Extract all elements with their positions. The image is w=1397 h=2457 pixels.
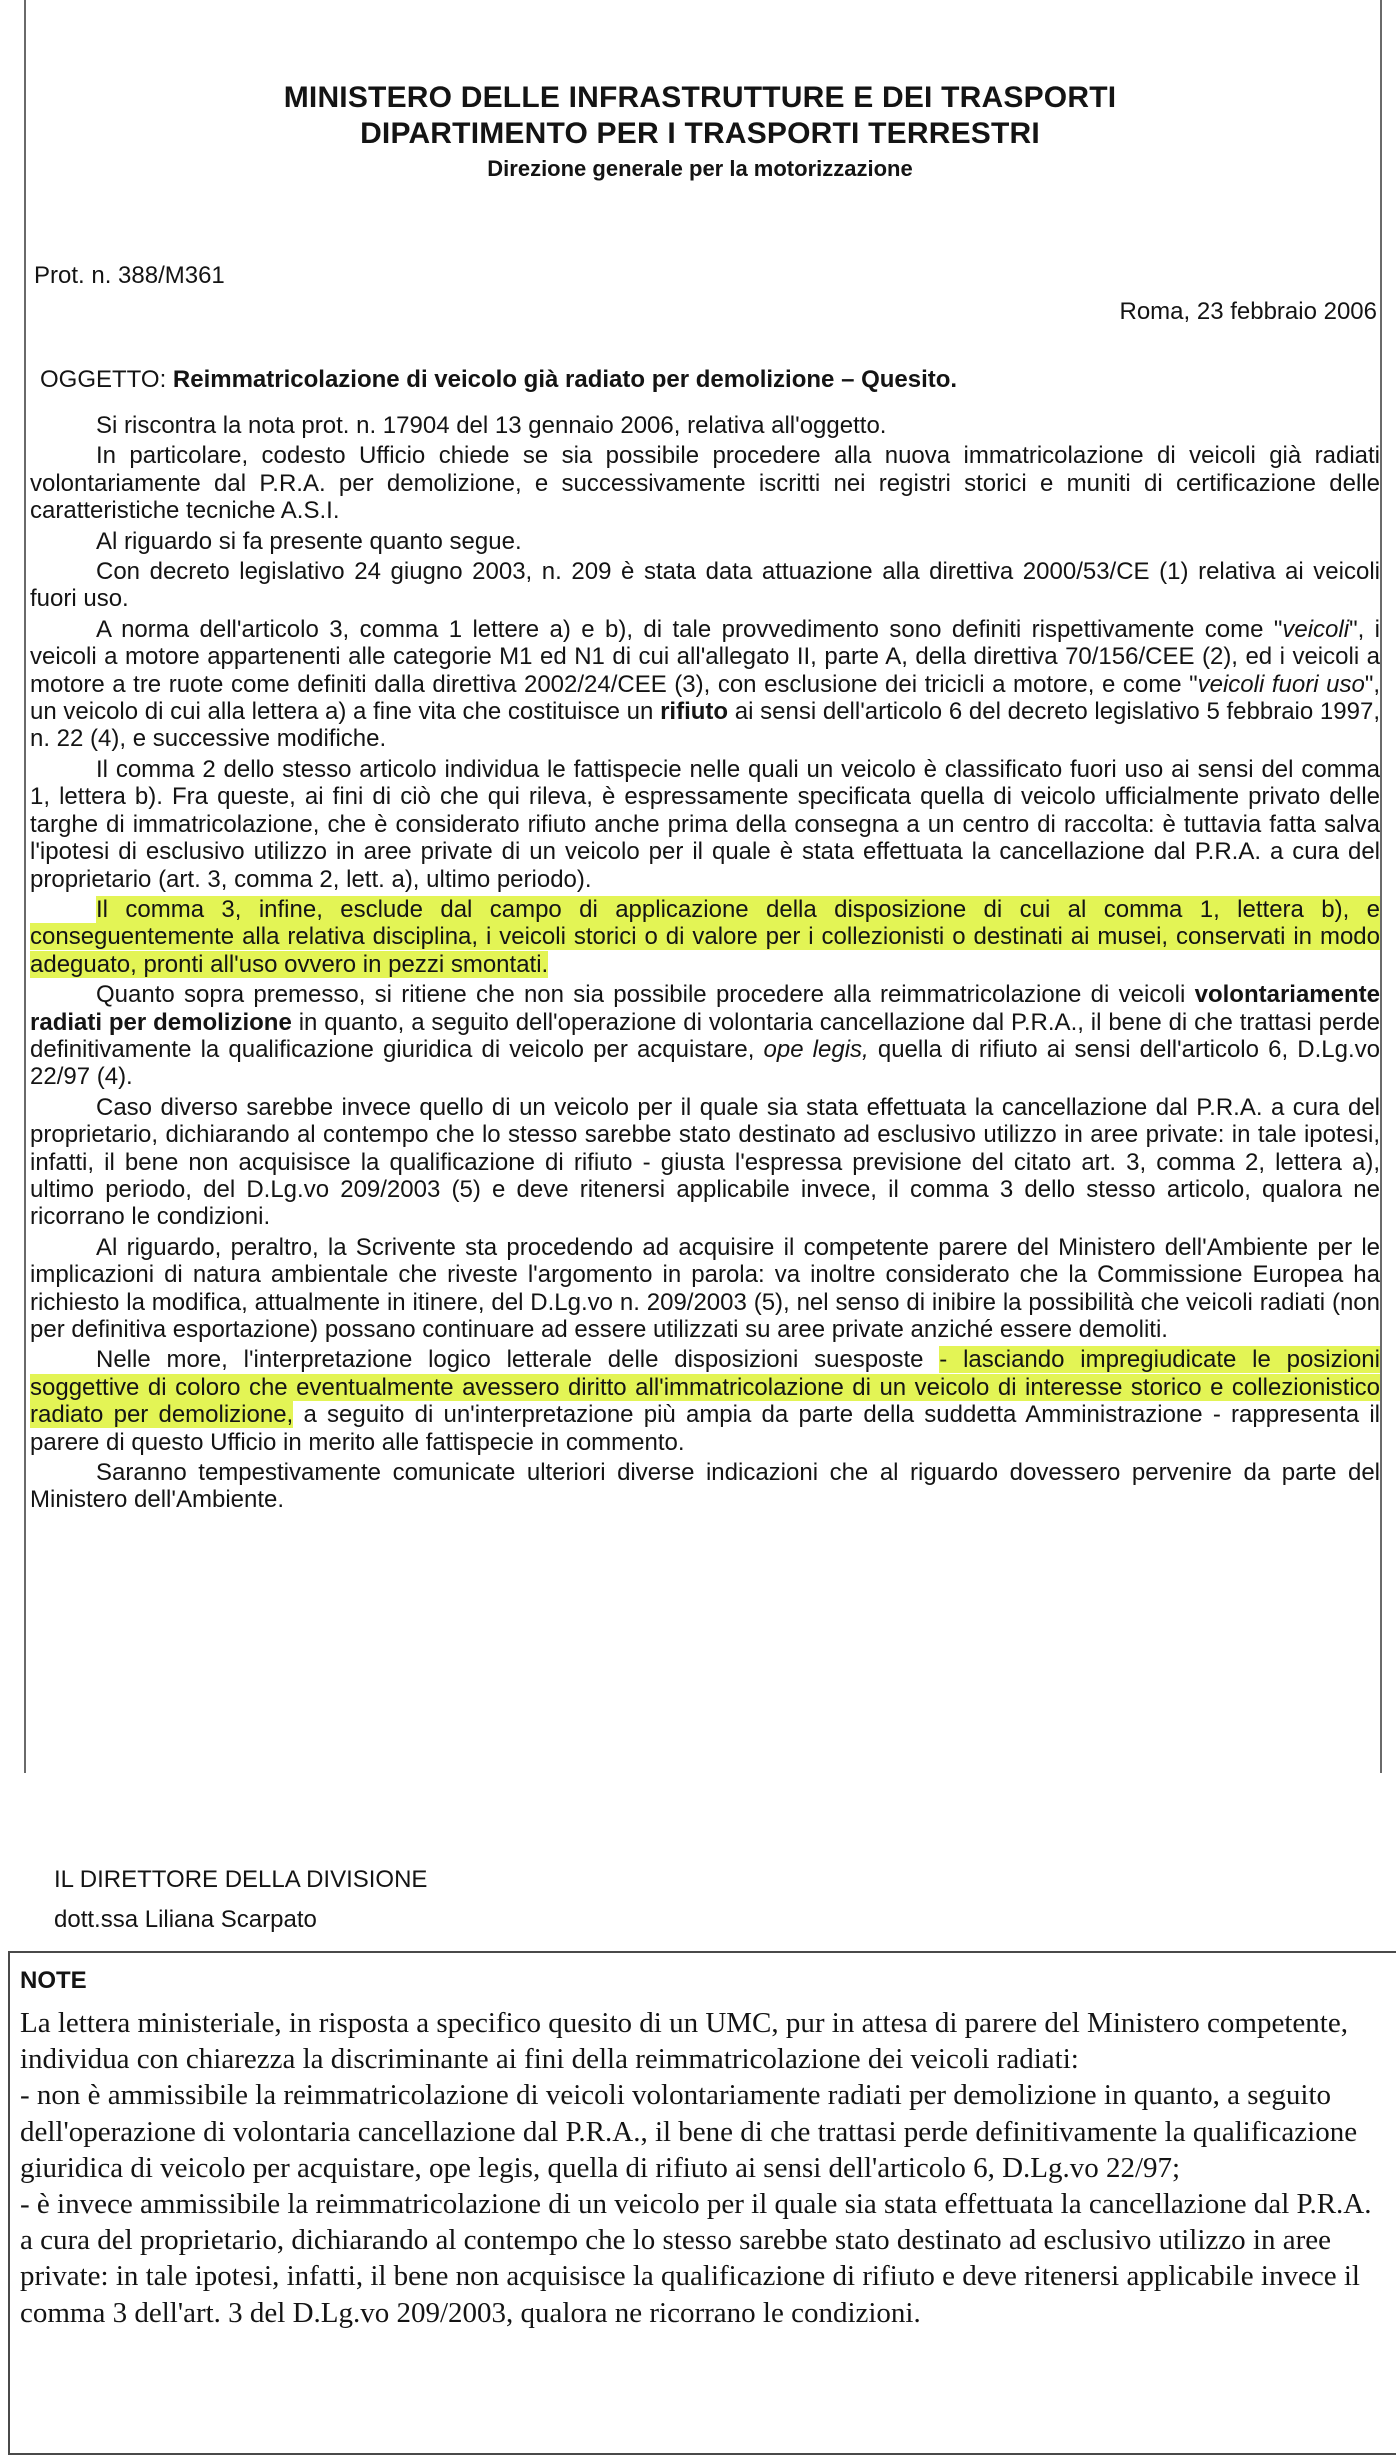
italic-term: veicoli fuori uso	[1197, 670, 1365, 698]
highlighted-text: - lasciando impregiudicate le posizioni soggettive di coloro che eventualmente avessero diritto all'immatricolazione di un veicolo di interesse storico e collezionistico radiato per demolizione,	[30, 1346, 1380, 1429]
text-run: in quanto, a seguito dell'operazione di volontaria cancellazione dal P.R.A., il bene di che trattasi perde definitivamente la qualificazione giuridica di veicolo per acquistare,	[30, 1008, 1380, 1063]
notes-paragraph: La lettera ministeriale, in risposta a specifico quesito di un UMC, pur in attesa di parere del Ministero competente, individua con chiarezza la discriminante ai fini della reimmatricolazione dei veicoli radiati:	[20, 2007, 1348, 2076]
text-run: a seguito di un'interpretazione più ampia da parte della suddetta Amministrazione - rappresenta il parere di questo Ufficio in merito alle fattispecie in commento.	[30, 1401, 1380, 1456]
notes-paragraph: - non è ammissibile la reimmatricolazione di veicoli volontariamente radiati per demolizione in quanto, a seguito dell'operazione di volontaria cancellazione dal P.R.A., il bene di che trattasi perde definitivamente la qualificazione giuridica di veicolo per acquistare, ope legis, quella di rifiuto ai sensi dell'articolo 6, D.Lg.vo 22/97;	[20, 2079, 1358, 2184]
letterhead	[30, 80, 1370, 184]
paragraph	[30, 981, 1380, 1091]
text-run: Quanto sopra premesso, si ritiene che non sia possibile procedere alla reimmatricolazione di veicoli	[96, 981, 1195, 1009]
text-run: ", i veicoli a motore appartenenti alle categorie M1 ed N1 di cui all'allegato II, parte A, della direttiva 70/156/CEE (2), ed i veicoli a motore a tre ruote come definiti dalla direttiva 2002/24/CEE (3), con esclusione dei tricicli a motore, e come "	[30, 615, 1380, 698]
subject-label: OGGETTO:	[40, 366, 167, 393]
protocol-number: Prot. n. 388/M361	[34, 262, 225, 289]
paragraph	[30, 896, 1380, 978]
text-run: Nelle more, l'interpretazione logico letterale delle disposizioni suesposte	[96, 1346, 940, 1374]
direction-name: Direzione generale per la motorizzazione	[487, 156, 913, 181]
paragraph: Il comma 2 dello stesso articolo individua le fattispecie nelle quali un veicolo è classificato fuori uso ai sensi del comma 1, lettera b). Fra queste, ai fini di ciò che qui rileva, è espressamente specificata quella di veicolo ufficialmente privato delle targhe di immatricolazione, che è considerato rifiuto anche prima della consegna a un centro di raccolta: è tuttavia fatta salva l'ipotesi di esclusivo utilizzo in aree private di un veicolo per il quale è stata effettuata la cancellazione dal P.R.A. a cura del proprietario (art. 3, comma 2, lett. a), ultimo periodo).	[30, 755, 1380, 893]
notes-text	[20, 2005, 1380, 2331]
paragraph: Con decreto legislativo 24 giugno 2003, n. 209 è stata data attuazione alla direttiva 2000/53/CE (1) relativa ai veicoli fuori uso.	[30, 558, 1380, 613]
letter-date: Roma, 23 febbraio 2006	[1119, 298, 1377, 325]
text-run: quella di rifiuto ai sensi dell'articolo 6, D.Lg.vo 22/97 (4).	[30, 1035, 1380, 1091]
subject-line	[40, 366, 957, 394]
signature-title: IL DIRETTORE DELLA DIVISIONE	[54, 1866, 428, 1893]
paragraph	[30, 1346, 1380, 1456]
letter-body	[30, 412, 1380, 1517]
paragraph: Al riguardo si fa presente quanto segue.	[96, 527, 522, 555]
signature-name: dott.ssa Liliana Scarpato	[54, 1906, 317, 1933]
paragraph: Si riscontra la nota prot. n. 17904 del 13 gennaio 2006, relativa all'oggetto.	[96, 412, 887, 439]
paragraph: Al riguardo, peraltro, la Scrivente sta procedendo ad acquisire il competente parere del Ministero dell'Ambiente per le implicazioni di natura ambientale che riveste l'argomento in parola: va inoltre considerato che la Commissione Europea ha richiesto la modifica, attualmente in itinere, del D.Lg.vo n. 209/2003 (5), nel senso di inibire la possibilità che veicoli radiati (non per definitiva esportazione) possano continuare ad essere utilizzati su aree private anziché essere demoliti.	[30, 1233, 1380, 1343]
text-run: ", un veicolo di cui alla lettera a) a fine vita che costituisce un	[30, 670, 1380, 726]
text-run: ai sensi dell'articolo 6 del decreto legislativo 5 febbraio 1997, n. 22 (4), e successive modifiche.	[30, 698, 1380, 753]
paragraph	[30, 616, 1380, 753]
paragraph: Saranno tempestivamente comunicate ulteriori diverse indicazioni che al riguardo dovessero pervenire da parte del Ministero dell'Ambiente.	[30, 1459, 1380, 1514]
bold-term: rifiuto	[660, 698, 729, 726]
paragraph: In particolare, codesto Ufficio chiede se sia possibile procedere alla nuova immatricolazione di veicoli già radiati volontariamente dal P.R.A. per demolizione, e successivamente iscritti nei registri storici e muniti di certificazione delle caratteristiche tecniche A.S.I.	[30, 442, 1380, 525]
notes-paragraph: - è invece ammissibile la reimmatricolazione di un veicolo per il quale sia stata effettuata la cancellazione dal P.R.A. a cura del proprietario, dichiarando al contempo che lo stesso sarebbe stato destinato ad esclusivo utilizzo in aree private: in tale ipotesi, infatti, il bene non acquisisce la qualificazione di rifiuto e deve ritenersi applicabile invece il comma 3 dell'art. 3 del D.Lg.vo 209/2003, qualora ne ricorrano le condizioni.	[20, 2188, 1372, 2329]
bold-term: volontariamente radiati per demolizione	[30, 981, 1380, 1036]
paragraph: Caso diverso sarebbe invece quello di un veicolo per il quale sia stata effettuata la cancellazione dal P.R.A. a cura del proprietario, dichiarando al contempo che lo stesso sarebbe stato destinato ad esclusivo utilizzo in aree private: in tale ipotesi, infatti, il bene non acquisisce la qualificazione di rifiuto - giusta l'espressa previsione del citato art. 3, comma 2, lettera a), ultimo periodo, del D.Lg.vo 209/2003 (5) e deve ritenersi applicabile invece, il comma 3 dello stesso articolo, qualora ne ricorrano le condizioni.	[30, 1093, 1380, 1231]
text-run: A norma dell'articolo 3, comma 1 lettere a) e b), di tale provvedimento sono definiti rispettivamente come "	[96, 615, 1283, 643]
notes-title: NOTE	[20, 1967, 87, 1994]
italic-term: veicoli	[1282, 615, 1350, 643]
department-name: DIPARTIMENTO PER I TRASPORTI TERRESTRI	[360, 117, 1040, 150]
italic-term: ope legis,	[763, 1035, 869, 1063]
highlighted-text: Il comma 3, infine, esclude dal campo di applicazione della disposizione di cui al comma 1, lettera b), e conseguentemente alla relativa disciplina, i veicoli storici o di valore per i collezionisti o destinati ai musei, conservati in modo adeguato, pronti all'uso ovvero in pezzi smontati.	[30, 895, 1380, 978]
notes-box	[8, 1951, 1396, 2455]
ministry-name: MINISTERO DELLE INFRASTRUTTURE E DEI TRASPORTI	[283, 81, 1117, 114]
subject-text: Reimmatricolazione di veicolo già radiato per demolizione – Quesito.	[172, 366, 958, 393]
